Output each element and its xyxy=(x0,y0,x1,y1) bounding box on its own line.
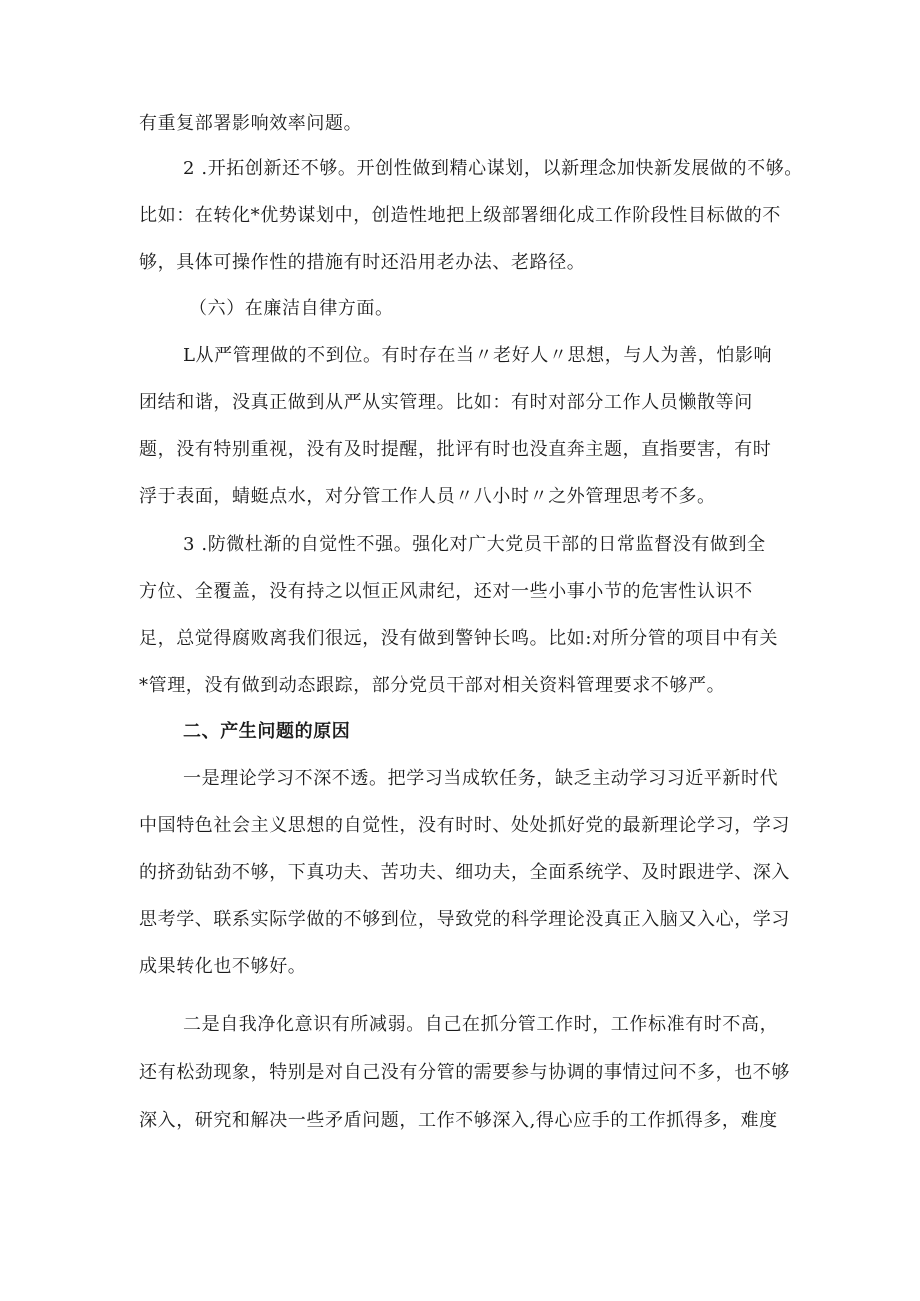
text-line: 团结和谐，没真正做到从严从实管理。比如：有时对部分工作人员懒散等问 xyxy=(139,392,753,413)
text-line: 比如：在转化*优势谋划中，创造性地把上级部署细化成工作阶段性目标做的不 xyxy=(139,205,781,226)
text-line: 浮于表面，蜻蜓点水，对分管工作人员〃八小时〃之外管理思考不多。 xyxy=(139,486,716,507)
text-line: 足，总觉得腐败离我们很远，没有做到警钟长鸣。比如:对所分管的项目中有关 xyxy=(139,628,779,649)
text-line: 一是理论学习不深不透。把学习当成软任务，缺乏主动学习习近平新时代 xyxy=(183,768,779,789)
text-line: *管理，没有做到动态跟踪，部分党员干部对相关资料管理要求不够严。 xyxy=(139,675,726,696)
section-heading: （六）在廉洁自律方面。 xyxy=(189,298,394,319)
text-line: 的挤劲钻劲不够，下真功夫、苦功夫、细功夫，全面系统学、及时跟进学、深入 xyxy=(139,862,790,883)
text-line: 有重复部署影响效率问题。 xyxy=(139,113,363,134)
text-line: 思考学、联系实际学做的不够到位，导致党的科学理论没真正入脑又入心，学习 xyxy=(139,909,790,930)
text-line: 2 .开拓创新还不够。开创性做到精心谋划，以新理念加快新发展做的不够。 xyxy=(183,158,803,179)
text-line: 方位、全覆盖，没有持之以恒正风肃纪，还对一些小事小节的危害性认识不 xyxy=(139,581,753,602)
text-line: 还有松劲现象，特别是对自己没有分管的需要参与协调的事情过问不多，也不够 xyxy=(139,1062,790,1083)
text-line: 成果转化也不够好。 xyxy=(139,956,307,977)
section-heading: 二、产生问题的原因 xyxy=(183,721,351,742)
text-line: 深入，研究和解决一些矛盾问题，工作不够深入,得心应手的工作抓得多，难度 xyxy=(139,1110,778,1131)
text-line: 够，具体可操作性的措施有时还沿用老办法、老路径。 xyxy=(139,252,586,273)
text-line: L从严管理做的不到位。有时存在当〃老好人〃思想，与人为善，怕影响 xyxy=(183,345,773,366)
text-line: 中国特色社会主义思想的自觉性，没有时时、处处抓好党的最新理论学习，学习 xyxy=(139,815,790,836)
text-line: 二是自我净化意识有所减弱。自己在抓分管工作时，工作标准有时不高， xyxy=(183,1014,779,1035)
text-line: 题，没有特别重视，没有及时提醒，批评有时也没直奔主题，直指要害，有时 xyxy=(139,439,772,460)
text-line: 3 .防微杜渐的自觉性不强。强化对广大党员干部的日常监督没有做到全 xyxy=(183,534,766,555)
